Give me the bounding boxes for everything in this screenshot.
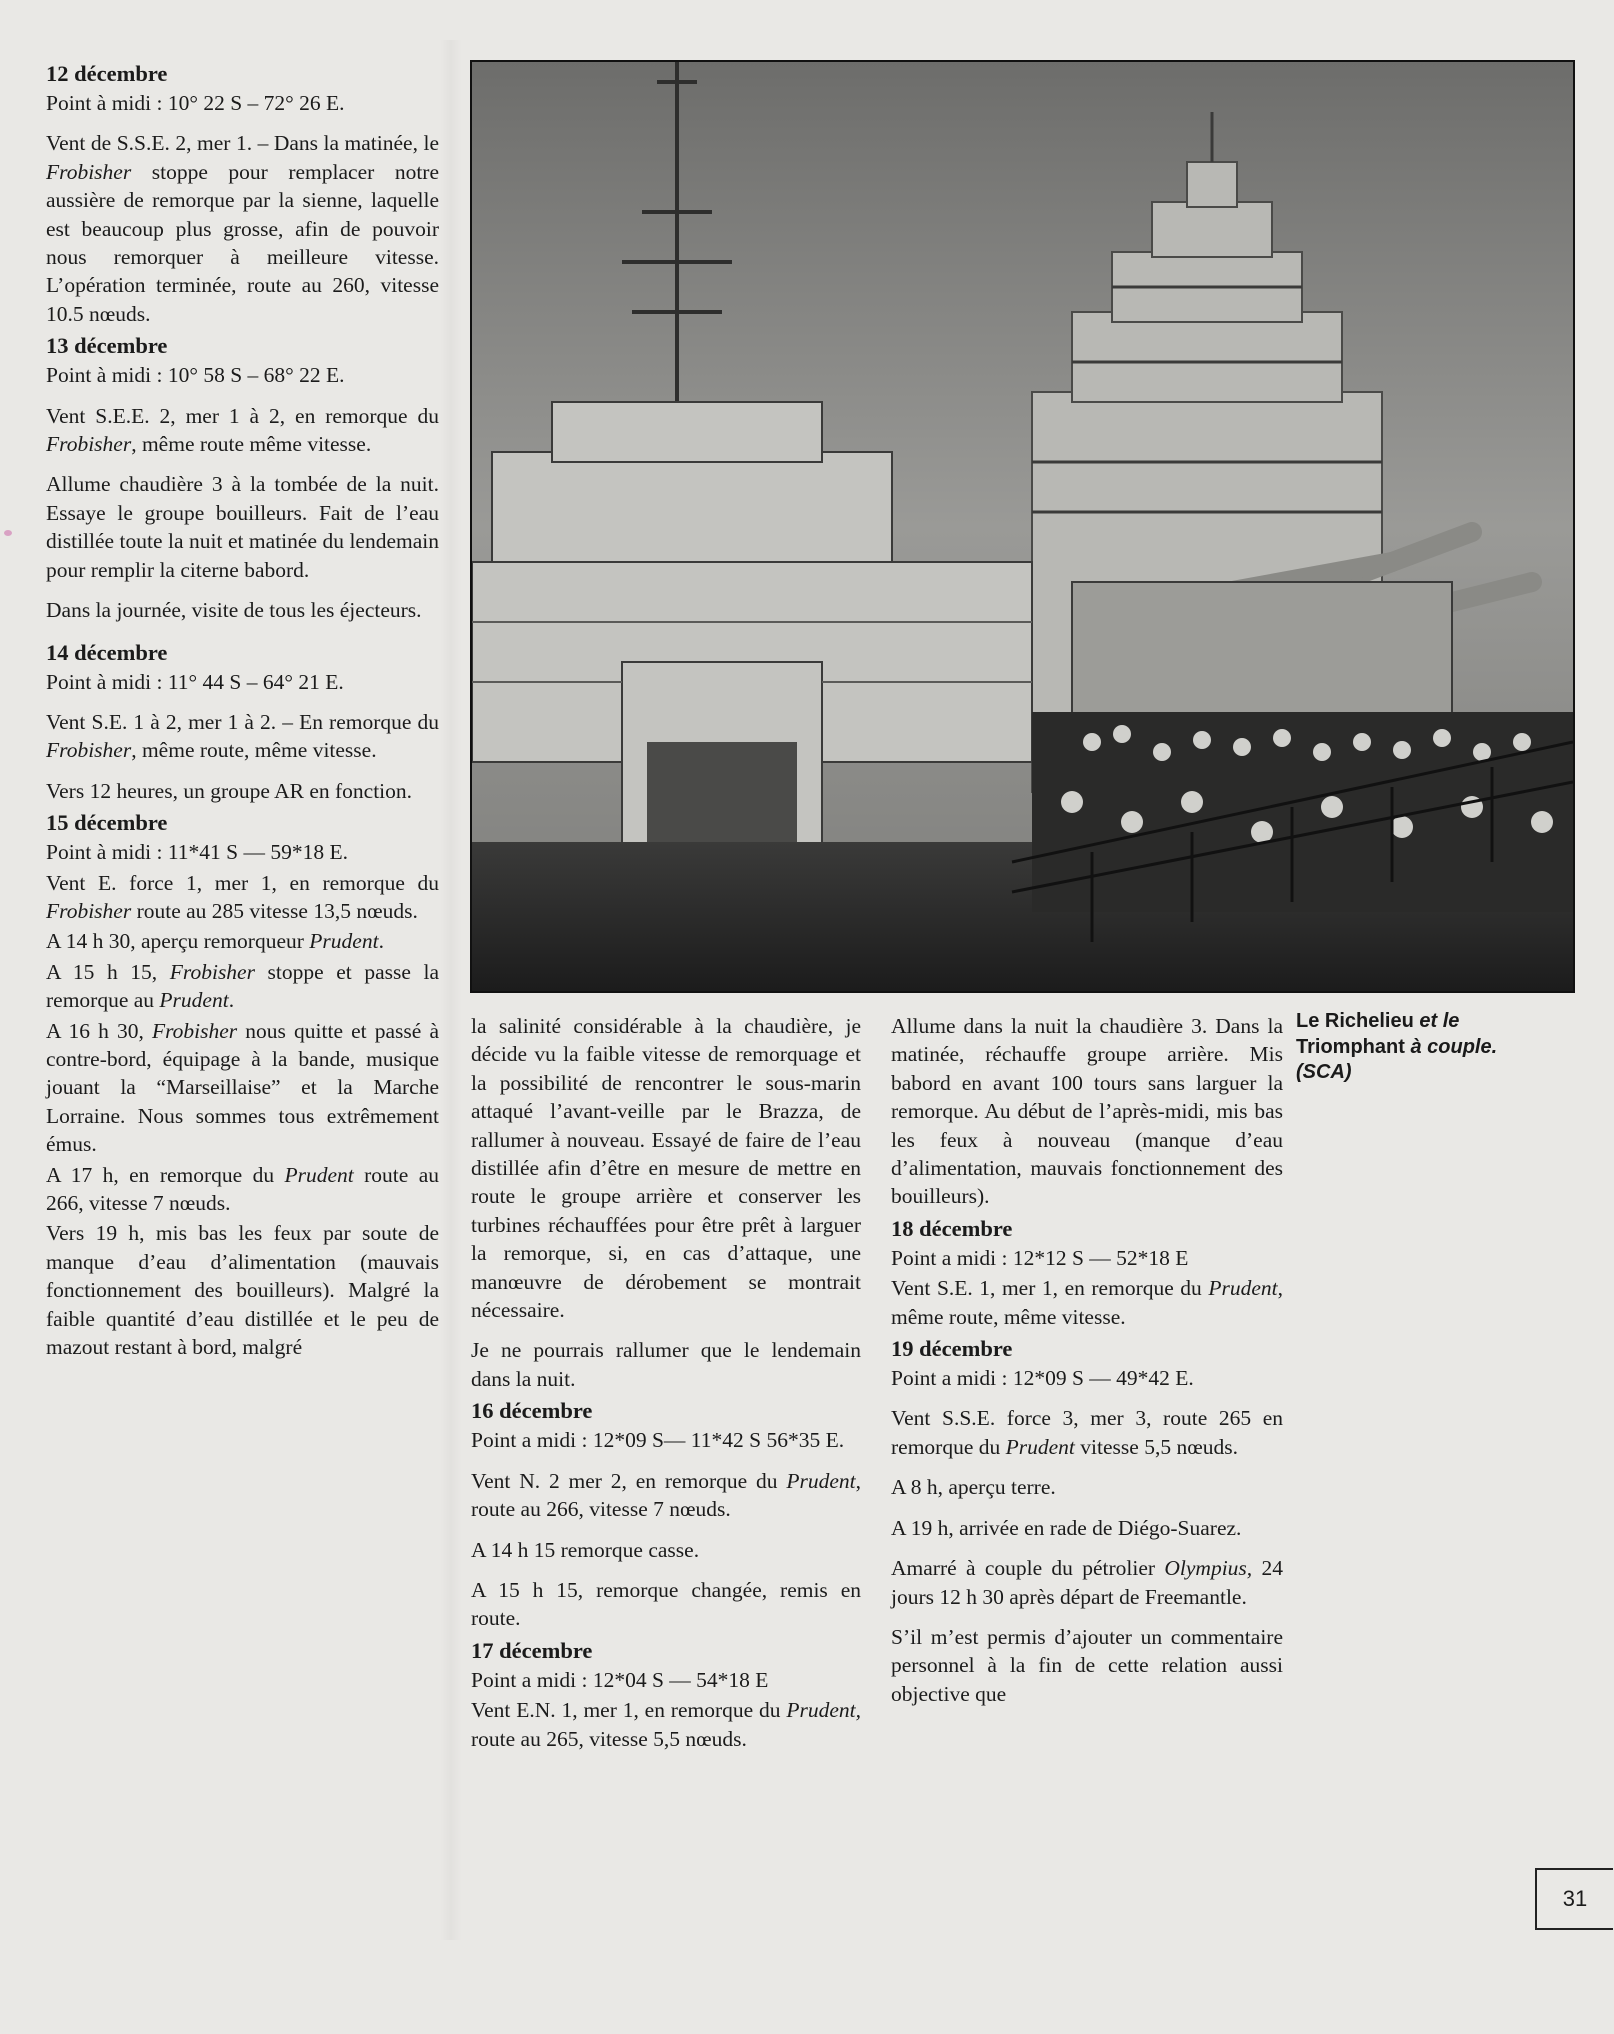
ink-mark	[4, 530, 12, 536]
paragraph: Vers 19 h, mis bas les feux par soute de manque d’eau d’alimentation (mauvais fonctionnement des bouilleurs). Malgré la faible quantité d’eau distillée et le peu de mazout restant à bord, malgré	[46, 1221, 439, 1360]
paragraph: Point à midi : 11° 44 S – 64° 21 E.	[46, 669, 344, 694]
date-heading: 13 décembre	[46, 333, 168, 359]
right-text-column	[891, 1012, 1283, 1720]
paragraph: A 17 h, en remorque du Prudent route au 266, vitesse 7 nœuds.	[46, 1162, 439, 1215]
paragraph: Vent N. 2 mer 2, en remorque du Prudent, route au 266, vitesse 7 nœuds.	[471, 1468, 861, 1522]
paragraph: Vent S.E.E. 2, mer 1 à 2, en remorque du Frobisher, même route même vitesse.	[46, 403, 439, 457]
paragraph: A 8 h, aperçu terre.	[891, 1475, 1056, 1500]
paragraph: Point à midi : 10° 22 S – 72° 26 E.	[46, 91, 345, 115]
battleship-photo	[470, 60, 1575, 993]
paragraph: Vent S.E. 1, mer 1, en remorque du Prudent, même route, même vitesse.	[891, 1276, 1283, 1329]
paragraph: Point a midi : 12*04 S — 54*18 E	[471, 1667, 769, 1692]
photo-illustration	[472, 62, 1573, 991]
paragraph: Point à midi : 10° 58 S – 68° 22 E.	[46, 363, 345, 388]
date-heading: 18 décembre	[891, 1215, 1013, 1241]
date-heading: 15 décembre	[46, 810, 168, 836]
caption-ship-2: Triomphant	[1296, 1035, 1405, 1058]
paragraph: Point à midi : 11*41 S — 59*18 E.	[46, 840, 349, 865]
page-number: 31	[1535, 1868, 1613, 1930]
paragraph: Vent S.S.E. force 3, mer 3, route 265 en remorque du Prudent vitesse 5,5 nœuds.	[891, 1406, 1283, 1459]
paragraph: Dans la journée, visite de tous les éjecteurs.	[46, 598, 422, 623]
paragraph: Amarré à couple du pétrolier Olympius, 24 jours 12 h 30 après départ de Freemantle.	[891, 1556, 1283, 1609]
date-heading: 16 décembre	[471, 1398, 593, 1424]
paragraph: A 19 h, arrivée en rade de Diégo-Suarez.	[891, 1515, 1242, 1540]
paragraph: Point a midi : 12*09 S — 49*42 E.	[891, 1366, 1194, 1391]
date-heading: 14 décembre	[46, 639, 168, 665]
caption-connector: et le	[1419, 1010, 1460, 1032]
paragraph: Vent E.N. 1, mer 1, en remorque du Prudent, route au 265, vitesse 5,5 nœuds.	[471, 1698, 861, 1751]
gutter-shadow	[440, 40, 462, 1940]
paragraph: Vent E. force 1, mer 1, en remorque du Frobisher route au 285 vitesse 13,5 nœuds.	[46, 870, 439, 923]
paragraph: Allume dans la nuit la chaudière 3. Dans la matinée, réchauffe groupe arrière. Mis babord en avant 100 tours sans larguer la remorque. Au début de l’après-midi, mis bas les feux à nouveau (manque d’eau d’alimentation, mauvais fonctionnement des bouilleurs).	[891, 1014, 1283, 1209]
date-heading: 12 décembre	[46, 61, 168, 86]
paragraph: A 16 h 30, Frobisher nous quitte et passé à contre-bord, équipage à la bande, musique jouant la “Marseillaise” et la Marche Lorraine. Nous sommes tous extrêmement émus.	[46, 1018, 439, 1157]
paragraph: S’il m’est permis d’ajouter un commentaire personnel à la fin de cette relation aussi objective que	[891, 1624, 1283, 1706]
paragraph: Vent de S.S.E. 2, mer 1. – Dans la matinée, le Frobisher stoppe pour remplacer notre aussière de remorque par la sienne, laquelle est beaucoup plus grosse, afin de pouvoir nous remorquer à meilleure vitesse. L’opération terminée, route au 260, vitesse 10.5 nœuds.	[46, 131, 439, 326]
paragraph: Allume chaudière 3 à la tombée de la nuit. Essaye le groupe bouilleurs. Fait de l’eau distillée toute la nuit et matinée du lendemain pour remplir la citerne babord.	[46, 472, 439, 582]
paragraph: Point a midi : 12*12 S — 52*18 E	[891, 1245, 1189, 1270]
caption-ship-1: Le Richelieu	[1296, 1010, 1414, 1032]
paragraph: A 15 h 15, remorque changée, remis en route.	[471, 1577, 861, 1631]
caption-credit: (SCA)	[1296, 1061, 1352, 1083]
paragraph: Vent S.E. 1 à 2, mer 1 à 2. – En remorque du Frobisher, même route, même vitesse.	[46, 709, 439, 763]
paragraph: A 15 h 15, Frobisher stoppe et passe la remorque au Prudent.	[46, 959, 439, 1013]
date-heading: 19 décembre	[891, 1336, 1013, 1362]
photo-caption	[1296, 1009, 1566, 1086]
paragraph: Point a midi : 12*09 S— 11*42 S 56*35 E.	[471, 1428, 845, 1453]
middle-text-column	[471, 1012, 861, 1765]
paragraph: A 14 h 15 remorque casse.	[471, 1537, 700, 1562]
paragraph: Vers 12 heures, un groupe AR en fonction.	[46, 778, 413, 803]
paragraph: la salinité considérable à la chaudière, je décide vu la faible vitesse de remorquage et la possibilité de rencontrer le sous-marin attaqué l’avant-veille par le Brazza, de rallumer à nouveau. Essayé de faire de l’eau distillée afin d’être en mesure de mettre en route le groupe arrière et conserver les turbines réchauffées pour être prêt à larguer la remorque, si, en cas d’attaque, une manœuvre de dérobement se montrait nécessaire.	[471, 1014, 861, 1323]
caption-description: à couple.	[1410, 1035, 1498, 1058]
paragraph: A 14 h 30, aperçu remorqueur Prudent.	[46, 929, 384, 954]
date-heading: 17 décembre	[471, 1637, 593, 1663]
paragraph: Je ne pourrais rallumer que le lendemain dans la nuit.	[471, 1338, 861, 1391]
left-text-column	[46, 58, 439, 1373]
